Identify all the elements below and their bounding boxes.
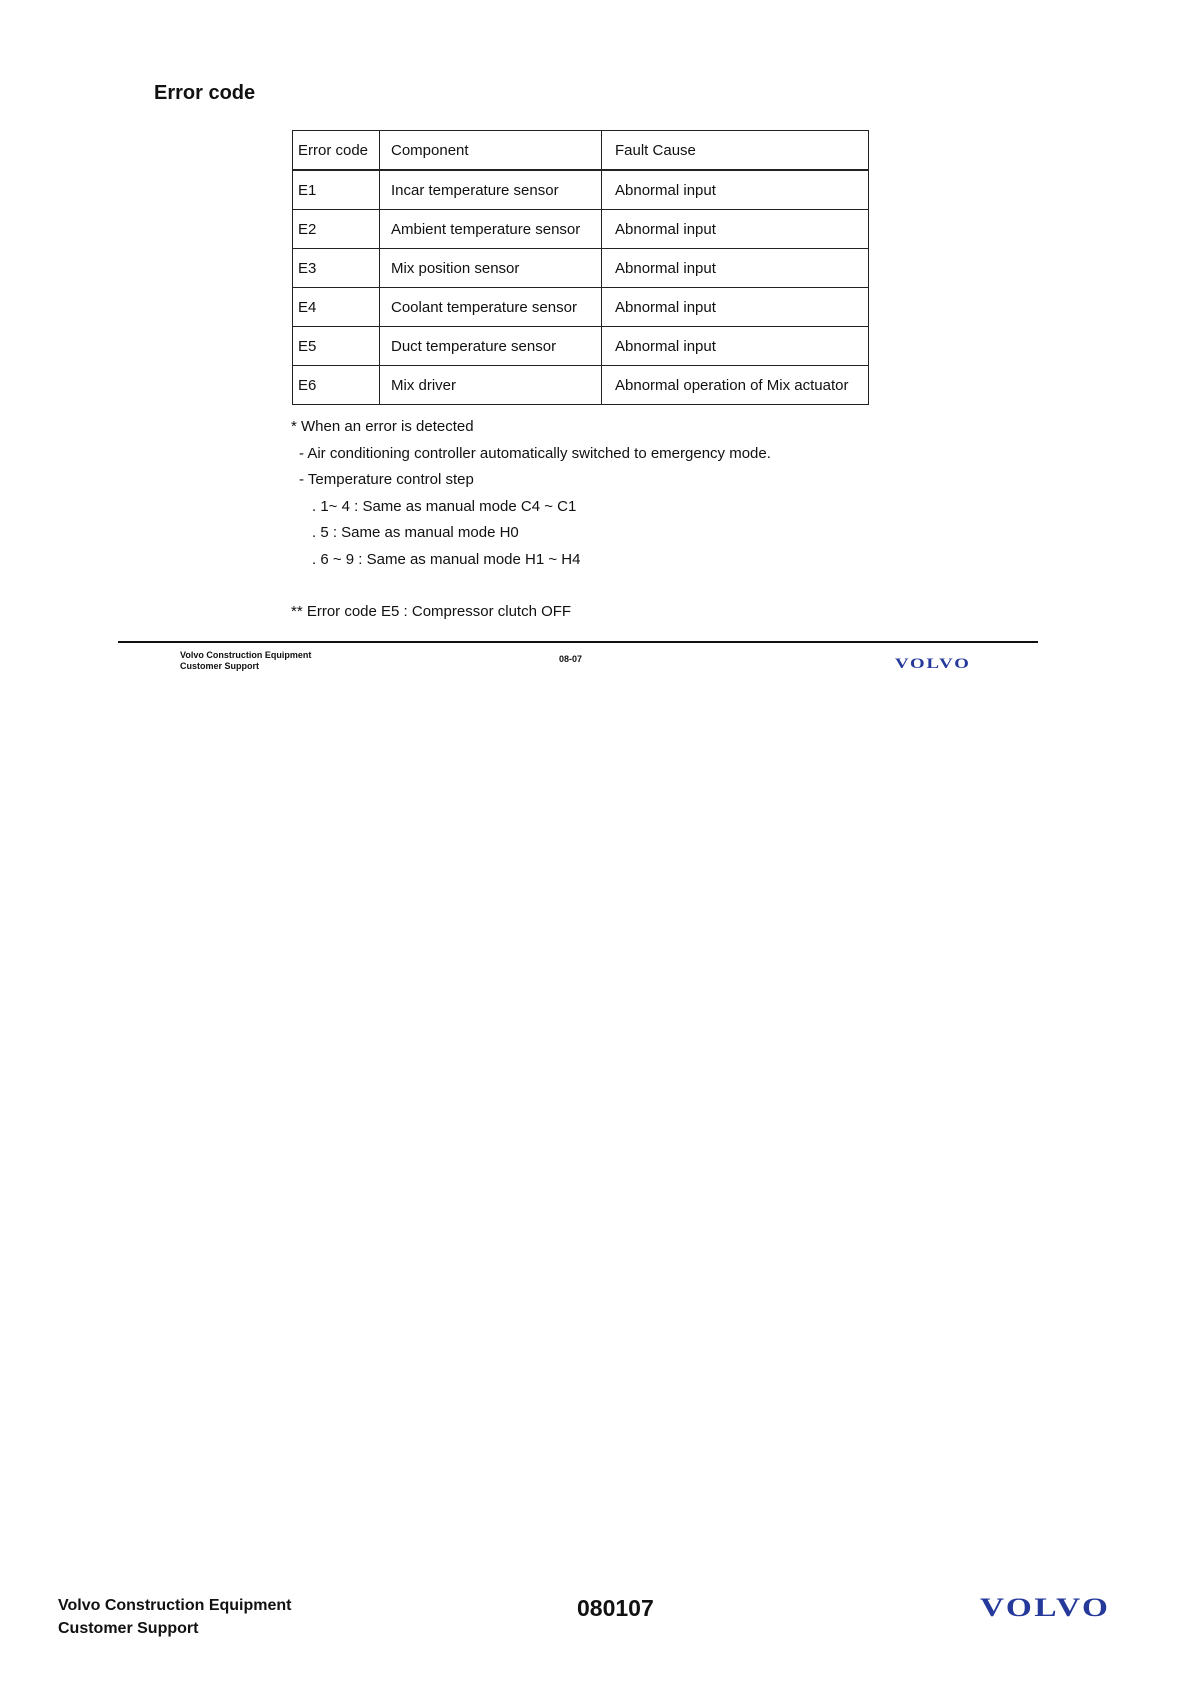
cell-code: E2 xyxy=(293,210,380,249)
page-footer-company xyxy=(58,1594,291,1640)
cell-component: Duct temperature sensor xyxy=(380,327,602,366)
page-heading: Error code xyxy=(154,82,256,104)
cell-component: Ambient temperature sensor xyxy=(380,210,602,249)
table-row xyxy=(293,366,869,405)
error-code-table xyxy=(292,130,869,405)
note-step-2: . 5 : Same as manual mode H0 xyxy=(312,524,519,541)
table-row xyxy=(293,327,869,366)
note-step-1: . 1~ 4 : Same as manual mode C4 ~ C1 xyxy=(312,497,577,515)
page-footer-dept: Customer Support xyxy=(58,1620,199,1637)
header-component: Component xyxy=(380,131,602,171)
cell-fault: Abnormal input xyxy=(602,327,869,366)
cell-component: Incar temperature sensor xyxy=(380,170,602,210)
cell-code: E5 xyxy=(293,327,380,366)
note-emergency-mode: - Air conditioning controller automatically switched to emergency mode. xyxy=(299,444,771,462)
cell-code: E4 xyxy=(293,288,380,327)
note-temperature-step: - Temperature control step xyxy=(299,471,474,488)
inner-footer-company xyxy=(180,650,311,672)
table-row xyxy=(293,210,869,249)
cell-fault: Abnormal input xyxy=(602,210,869,249)
header-fault-cause: Fault Cause xyxy=(602,131,869,171)
page-footer-company-name: Volvo Construction Equipment xyxy=(58,1597,292,1614)
table-header-row xyxy=(293,131,869,171)
table-row xyxy=(293,249,869,288)
note-detected: * When an error is detected xyxy=(291,418,474,435)
volvo-logo-small: VOLVO xyxy=(895,656,971,672)
cell-component: Mix driver xyxy=(380,366,602,405)
header-error-code: Error code xyxy=(293,131,380,171)
cell-code: E3 xyxy=(293,249,380,288)
inner-footer-page-number: 08-07 xyxy=(559,654,583,664)
table-row xyxy=(293,170,869,210)
error-notes xyxy=(291,414,771,626)
cell-fault: Abnormal input xyxy=(602,249,869,288)
inner-footer-dept: Customer Support xyxy=(180,661,260,671)
table-row xyxy=(293,288,869,327)
spacer xyxy=(291,573,771,599)
note-step-3: . 6 ~ 9 : Same as manual mode H1 ~ H4 xyxy=(312,550,581,568)
cell-code: E1 xyxy=(293,170,380,210)
page-footer-doc-number: 080107 xyxy=(577,1595,654,1621)
inner-footer-company-name: Volvo Construction Equipment xyxy=(180,650,312,660)
cell-component: Mix position sensor xyxy=(380,249,602,288)
note-compressor: ** Error code E5 : Compressor clutch OFF xyxy=(291,603,572,620)
cell-code: E6 xyxy=(293,366,380,405)
cell-component: Coolant temperature sensor xyxy=(380,288,602,327)
cell-fault: Abnormal operation of Mix actuator xyxy=(602,366,869,405)
footer-divider xyxy=(118,641,1038,643)
cell-fault: Abnormal input xyxy=(602,170,869,210)
cell-fault: Abnormal input xyxy=(602,288,869,327)
volvo-logo: VOLVO xyxy=(980,1593,1111,1622)
